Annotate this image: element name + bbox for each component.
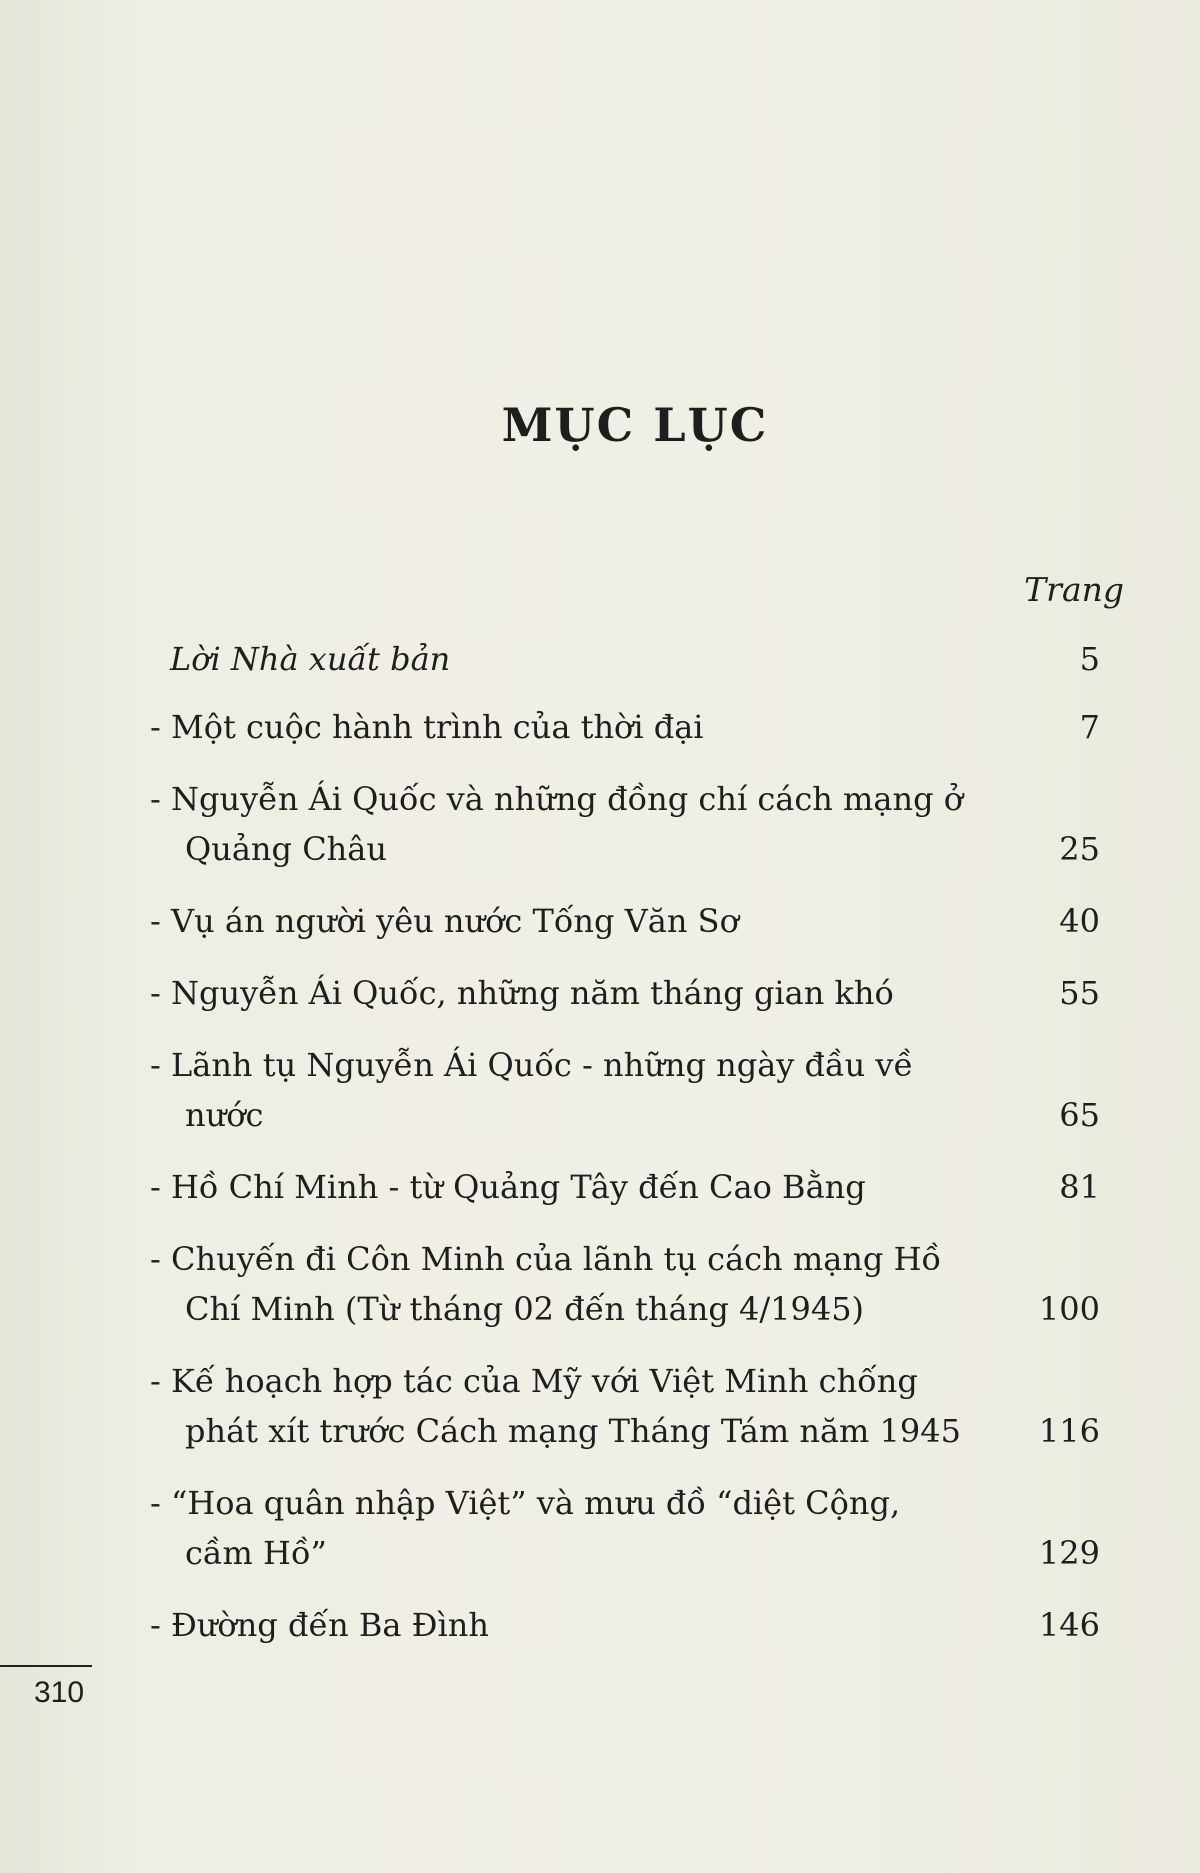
toc-entry	[150, 1234, 1125, 1334]
toc-entry-title: - Nguyễn Ái Quốc và những đồng chí cách mạng ở Quảng Châu	[150, 780, 963, 868]
toc-entry-title: - Hồ Chí Minh - từ Quảng Tây đến Cao Bằng	[150, 1168, 866, 1206]
toc-entry	[150, 896, 1125, 946]
toc-entry-title: - Chuyến đi Côn Minh của lãnh tụ cách mạng Hồ Chí Minh (Từ tháng 02 đến tháng 4/1945)	[150, 1240, 942, 1328]
toc-entry-page: 129	[1038, 1534, 1100, 1572]
toc-entry-title: - Đường đến Ba Đình	[150, 1606, 489, 1644]
toc-entry-page: 40	[1059, 902, 1100, 940]
toc-entry-page: 25	[1059, 830, 1100, 868]
footer-page-number: 310	[34, 1676, 85, 1709]
toc-entry	[150, 1162, 1125, 1212]
toc-entry	[150, 1040, 1125, 1140]
toc-entry-page: 55	[1059, 974, 1100, 1012]
toc-entry	[150, 1600, 1125, 1650]
table-of-contents	[150, 634, 1125, 1672]
footer-rule	[0, 1665, 92, 1667]
toc-entry-page: 65	[1059, 1096, 1100, 1134]
toc-entry	[150, 1478, 1125, 1578]
toc-entry	[150, 634, 1125, 684]
toc-entry-page: 7	[1079, 708, 1100, 746]
toc-entry-title: - Lãnh tụ Nguyễn Ái Quốc - những ngày đầu về nước	[150, 1046, 914, 1134]
toc-entry	[150, 1356, 1125, 1456]
toc-entry-page: 146	[1038, 1606, 1100, 1644]
toc-entry-page: 5	[1079, 640, 1100, 678]
toc-entry-page: 100	[1038, 1290, 1100, 1328]
page-title: MỤC LỤC	[501, 398, 769, 452]
toc-entry-page: 116	[1038, 1412, 1100, 1450]
toc-entry-title: Lời Nhà xuất bản	[170, 640, 451, 678]
toc-entry	[150, 702, 1125, 752]
toc-entry	[150, 774, 1125, 874]
toc-entry	[150, 968, 1125, 1018]
toc-entry-title: - Một cuộc hành trình của thời đại	[150, 708, 704, 746]
toc-entry-title: - Kế hoạch hợp tác của Mỹ với Việt Minh chống phát xít trước Cách mạng Tháng Tám năm 1945	[150, 1362, 961, 1450]
page-column-header: Trang	[1024, 570, 1124, 609]
toc-entry-page: 81	[1059, 1168, 1100, 1206]
toc-entry-title: - Nguyễn Ái Quốc, những năm tháng gian khó	[150, 974, 894, 1012]
toc-entry-title: - Vụ án người yêu nước Tống Văn Sơ	[150, 902, 739, 940]
toc-entry-title: - “Hoa quân nhập Việt” và mưu đồ “diệt Cộng, cầm Hồ”	[150, 1484, 901, 1572]
